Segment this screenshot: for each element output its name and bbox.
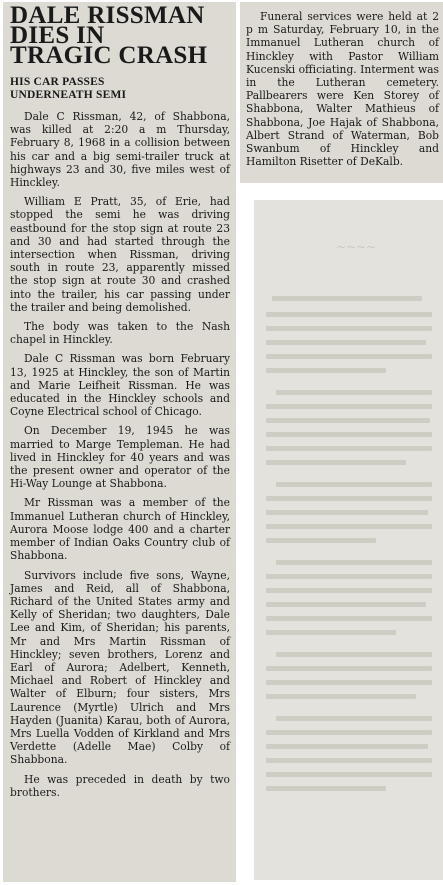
faded-text-line xyxy=(266,538,376,543)
headline-line-2: DIES IN xyxy=(10,22,105,49)
paragraph-survivors: Survivors include five sons, Wayne, James and Reid, all of Shabbona, Richard of the United States army and Kelly of Sheridan; two daughters, Dale Lee and Kim, of Sheridan; his parents, Mr and Mrs Martin Rissman of Hinckley; seven brothers, Lorenz and Earl of Aurora; Adelbert, Kenneth, Michael and Robert of Hinckley and Walter of Elburn; four sisters, Mrs Laurence (Myrtle) Ulrich and Mrs Hayden (Juanita) Karau, both of Aurora, Mrs Luella Vodden of Kirkland and Mrs Verdette (Adelle Mae) Colby of Shabbona. xyxy=(10,568,230,767)
subheadline-line-2: UNDERNEATH SEMI xyxy=(10,89,127,101)
faded-text-line xyxy=(266,510,428,515)
faded-text-line xyxy=(276,716,432,721)
faded-text-line xyxy=(266,460,406,465)
faded-text-line xyxy=(266,404,432,409)
subheadline xyxy=(10,76,230,102)
faded-clipping xyxy=(254,200,443,880)
faded-text-line xyxy=(266,574,432,579)
faded-text-line xyxy=(266,340,426,345)
paragraph-accident: Dale C Rissman, 42, of Shabbona, was killed at 2:20 a m Thursday, February 8, 1968 in a collision between his car and a big semi-trailer truck at highways 23 and 30, five miles west of Hinckley. xyxy=(10,110,230,190)
faded-handwriting: ~~~~ xyxy=(336,240,377,254)
paragraph-member: Mr Rissman was a member of the Immanuel Lutheran church of Hinckley, Aurora Moose lodge 400 and a charter member of Indian Oaks Country club of Shabbona. xyxy=(10,496,230,563)
faded-text-line xyxy=(276,482,432,487)
faded-text-line xyxy=(266,744,428,749)
paragraph-funeral: Funeral services were held at 2 p m Saturday, February 10, in the Immanuel Lutheran church of Hinckley with Pastor William Kucenski officiating. Interment was in the Lutheran cemetery. Pallbearers were Ken Storey of Shabbona, Walter Mathieus of Shabbona, Joe Hajak of Shabbona, Albert Strand of Waterman, Bob Swanbum of Hinckley and Hamilton Risetter of DeKalb. xyxy=(246,10,439,169)
faded-text-line xyxy=(266,680,432,685)
faded-text-line xyxy=(266,446,432,451)
faded-text-line xyxy=(266,786,386,791)
faded-text-line xyxy=(266,630,396,635)
faded-text-line xyxy=(266,326,432,331)
headline-line-1: DALE RISSMAN xyxy=(10,2,205,29)
faded-text-line xyxy=(266,312,432,317)
paragraph-born: Dale C Rissman was born February 13, 1925 at Hinckley, the son of Martin and Marie Leifheit Rissman. He was educated in the Hinckley schools and Coyne Electrical school of Chicago. xyxy=(10,352,230,419)
faded-text-line xyxy=(266,354,432,359)
headline-line-3: TRAGIC CRASH xyxy=(10,42,208,69)
faded-text-line xyxy=(266,730,432,735)
faded-text-line xyxy=(266,694,416,699)
faded-text-line xyxy=(266,524,432,529)
paragraph-married: On December 19, 1945 he was married to Marge Templeman. He had lived in Hinckley for 40 years and was the present owner and operator of the Hi-Way Lounge at Shabbona. xyxy=(10,424,230,491)
faded-text-line xyxy=(266,368,386,373)
headline xyxy=(10,2,230,69)
faded-text-line xyxy=(266,666,432,671)
faded-text-line xyxy=(276,560,432,565)
obituary-clipping-main xyxy=(3,2,236,882)
faded-text-line xyxy=(266,616,432,621)
paragraph-preceded: He was preceded in death by two brothers. xyxy=(10,772,230,799)
faded-text-line xyxy=(266,418,430,423)
subheadline-line-1: HIS CAR PASSES xyxy=(10,76,105,88)
faded-text-line xyxy=(266,758,432,763)
faded-text-line xyxy=(266,602,426,607)
paragraph-pratt: William E Pratt, 35, of Erie, had stopped the semi he was driving eastbound for the stop sign at route 23 and 30 and had started through the intersection when Rissman, driving south in route 23, apparently missed the stop sign at route 30 and crashed into the trailer, his car passing under the trailer and being demolished. xyxy=(10,195,230,314)
faded-text-line xyxy=(266,588,432,593)
faded-text-line xyxy=(276,390,432,395)
paragraph-body-taken: The body was taken to the Nash chapel in Hinckley. xyxy=(10,320,230,347)
faded-text-line xyxy=(266,432,432,437)
faded-text-line xyxy=(266,772,432,777)
funeral-clipping xyxy=(240,2,443,183)
faded-text-line xyxy=(272,296,422,301)
faded-text-line xyxy=(276,652,432,657)
faded-text-line xyxy=(266,496,432,501)
